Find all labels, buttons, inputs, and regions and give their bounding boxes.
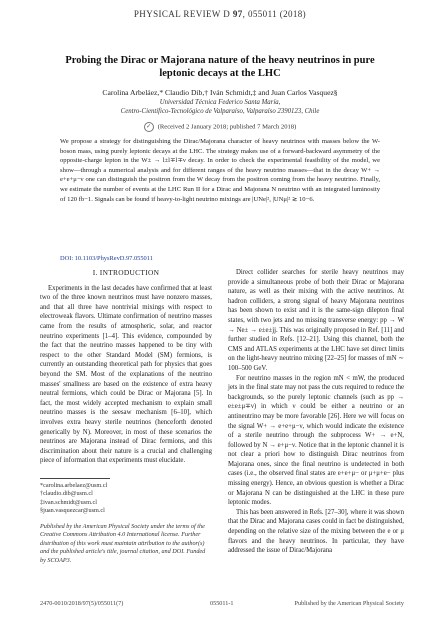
author-footnotes [40,478,212,516]
footer-issn: 2470-0010/2018/97(5)/055011(7) [40,600,124,607]
check-for-updates-icon[interactable]: ✓ [144,122,154,132]
intro-paragraph-1: Experiments in the last decades have confirmed that at least two of the three known neutrinos must have nonzero masses, and that all three have nontrivial mixings with respect to electroweak flavors. Ultimate confirmation of neutrino masses came from the results of atmospheric, solar, and reactor neutrino experiments [1–4]. This evidence, compounded by the fact that the neutrino masses happened to be tiny with respect to the other Standard Model (SM) fermions, is currently an outstanding theoretical path for physics that goes beyond the SM. Most of the explanations of the neutrino masses' smallness are based on the existence of extra heavy neutral fermions, which could be Dirac or Majorana [5]. In fact, the most widely accepted mechanism to explain small neutrino masses is the seesaw mechanism [6–10], which involves extra heavy sterile neutrinos (henceforth denoted generically by N). Moreover, in most of these scenarios the neutrinos are Majorana instead of Dirac fermions, and this discrimination about their nature is a crucial and challenging piece of information that experiments must elucidate. [40,284,212,465]
footnote-divider [40,478,110,479]
section-heading-introduction: I. INTRODUCTION [92,268,160,277]
footer-page-number: 055011-1 [210,600,234,607]
right-paragraph-3: This has been answered in Refs. [27–30], where it was shown that the Dirac and Majorana cases could in fact be distinguished, depending on the relative size of the mixing between the e or μ flavors and the heavy neutrinos. In particular, they have addressed the issue of Dirac/Majorana [228,508,404,555]
footnote-email-3[interactable]: ‡ivan.schmidt@usm.cl [40,498,97,506]
affiliation-line-1: Universidad Técnica Federico Santa María, [159,99,281,106]
footnote-email-4[interactable]: §juan.vasquezcar@usm.cl [40,507,105,515]
paper-title: Probing the Dirac or Majorana nature of the heavy neutrinos in pure leptonic decays at the LHC [65,55,375,79]
affiliation-line-2: Centro-Científico-Tecnológico de Valparaíso, Valparaíso 2390123, Chile [120,108,320,115]
journal-header [0,9,440,19]
journal-issue: , 055011 (2018) [242,9,307,19]
publication-dates [40,122,400,132]
dates-text: (Received 2 January 2018; published 7 March 2018) [157,123,297,131]
journal-volume: 97 [232,9,243,19]
journal-name: PHYSICAL REVIEW D [133,9,231,19]
footer-publisher: Published by the American Physical Society [294,600,404,607]
right-paragraph-1: Direct collider searches for sterile heavy neutrinos may provide a simultaneous probe of both their Dirac or Majorana nature, as well as their mixing with the active neutrinos. At hadron colliders, a strong signal of heavy Majorana neutrinos has been shown to exist and it is the same-sign dilepton final states, with two jets and no missing transverse energy: pp → W → Ne± → e±e±jj. This was originally proposed in Ref. [11] and further studied in Refs. [12–21]. Using this channel, both the CMS and ATLAS experiments at the LHC have set direct limits on the light-heavy neutrino mixing [22–25] for masses of mN ∼ 100–500 GeV. [228,269,404,372]
license-statement: Published by the American Physical Society under the terms of the Creative Commons Attribution 4.0 International license. Further distribution of this work must maintain attribution to the author(s) and the published article's title, journal citation, and DOI. Funded by SCOAP3. [40,523,206,564]
right-paragraph-2: For neutrino masses in the region mN < mW, the produced jets in the final state may not pass the cuts required to reduce the backgrounds, so the purely leptonic channels (such as pp → e±e±μ∓ν) in which ν could be either a neutrino or an antineutrino may be more favorable [26]. Here we will focus on the signal W+ → e+e+μ−ν, which would indicate the existence of a sterile neutrino through the subprocess W+ → e+N, followed by N → e+μ−ν. Notice that in the leptonic channel it is not clear a priori how to distinguish Dirac neutrinos from Majorana ones, since the final neutrino is undetected in both cases (i.e., the observed final states are e+e+μ− or μ+μ+e− plus missing energy). Hence, an obvious question is whether a Dirac or Majorana N can be distinguished at the LHC in these pure leptonic modes. [228,374,404,507]
doi-link[interactable]: DOI: 10.1103/PhysRevD.97.055011 [60,255,153,262]
right-column [228,268,404,556]
author-list: Carolina Arbeláez,* Claudio Dib,† Iván Schmidt,‡ and Juan Carlos Vasquez§ [102,88,338,97]
abstract: We propose a strategy for distinguishing the Dirac/Majorana character of heavy neutrinos with masses below the W-boson mass, using purely leptonic decays at the LHC. The strategy makes use of a forward-backward asymmetry of the opposite-charge lepton in the W± → l±l∓l∓ν decay. In order to check the experimental feasibility of the model, we show—through a numerical analysis and for different ranges of the heavy neutrino masses—that in the decay W+ → e+e+μ−ν one can distinguish the positron from the W decay from the positron coming from the heavy neutrino. Finally, we estimate the number of events at the LHC Run II for a Dirac and Majorana N neutrino with an integrated luminosity of 120 fb−1. Signals can be found if heavy-to-light neutrino mixings are |UNe|², |UNμ|² ≳ 10−6. [60,138,380,203]
left-column [40,268,212,466]
footnote-email-2[interactable]: †claudio.dib@usm.cl [40,490,93,498]
footnote-email-1[interactable]: *carolina.arbelaez@usm.cl [40,482,108,489]
